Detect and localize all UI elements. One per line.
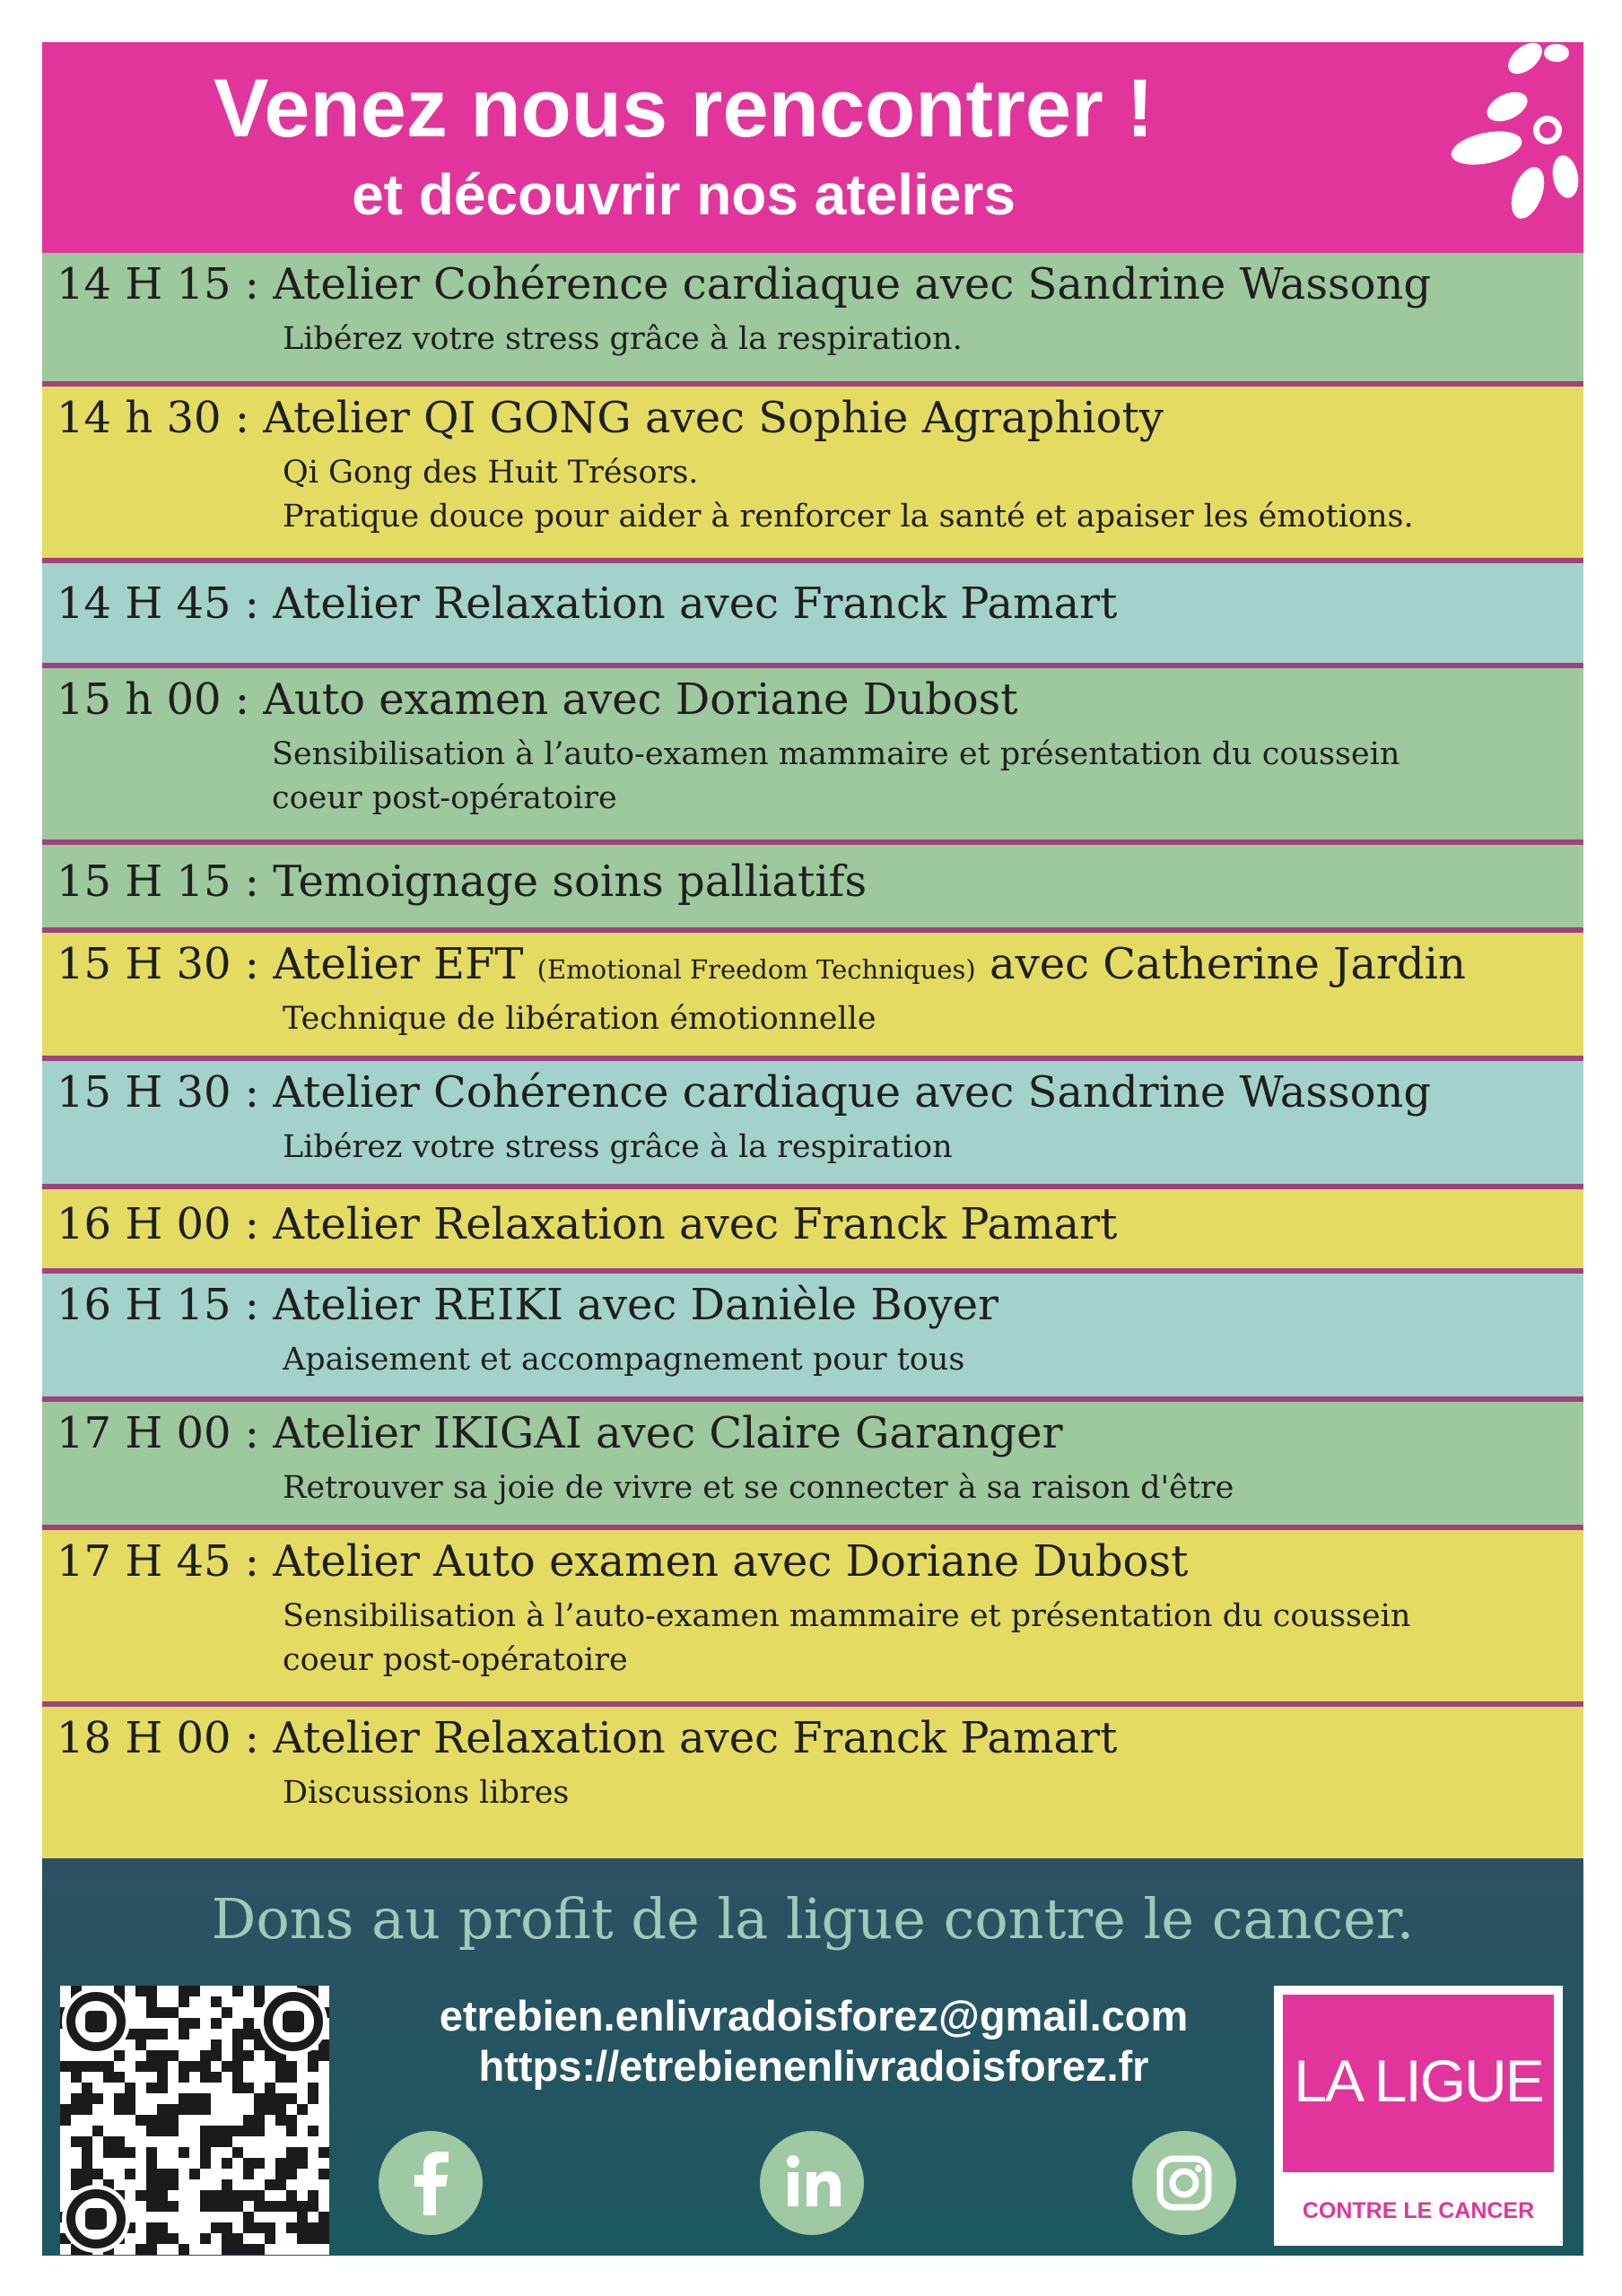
linkedin-button[interactable] — [760, 2131, 864, 2235]
workshop-title — [57, 936, 1466, 997]
contact-email[interactable]: etrebien.enlivradoisforez@gmail.com — [439, 1992, 1189, 2039]
workshop-description: Retrouver sa joie de vivre et se connecter à sa raison d'être — [283, 1470, 1234, 1506]
schedule-row — [42, 1525, 1583, 1701]
page-title: Venez nous rencontrer ! — [213, 63, 1155, 154]
schedule-row — [42, 253, 1583, 381]
donation-tagline: Dons au profit de la ligue contre le cancer. — [211, 1886, 1415, 1952]
schedule-row — [42, 1396, 1583, 1525]
qr-code-icon[interactable] — [60, 1986, 329, 2255]
schedule-row — [42, 1701, 1583, 1858]
workshop-description: Sensibilisation à l’auto-examen mammaire et présentation du coussein — [283, 1598, 1411, 1634]
workshop-description: Libérez votre stress grâce à la respiration. — [283, 321, 963, 357]
workshop-description: Technique de libération émotionnelle — [283, 1001, 876, 1037]
workshop-description: Sensibilisation à l’auto-examen mammaire et présentation du coussein — [272, 736, 1400, 772]
schedule-row — [42, 381, 1583, 558]
flower-icon — [1422, 42, 1583, 253]
page-subtitle: et découvrir nos ateliers — [352, 162, 1016, 227]
facebook-icon — [379, 2131, 483, 2235]
workshop-title: 15 H 15 : Temoignage soins palliatifs — [57, 857, 868, 907]
footer — [42, 1858, 1583, 2256]
linkedin-icon — [760, 2131, 864, 2235]
schedule-row — [42, 1184, 1583, 1268]
flyer — [42, 42, 1583, 2256]
workshop-description: Apaisement et accompagnement pour tous — [283, 1342, 965, 1378]
workshop-title: 14 H 45 : Atelier Relaxation avec Franck Pamart — [57, 578, 1118, 629]
website-link[interactable]: https://etrebienenlivradoisforez.fr — [478, 2042, 1149, 2090]
workshop-title: 14 h 30 : Atelier QI GONG avec Sophie Agraphioty — [57, 393, 1164, 443]
la-ligue-logo — [1274, 1986, 1563, 2246]
workshop-description: Pratique douce pour aider à renforcer la santé et apaiser les émotions. — [283, 499, 1414, 535]
workshop-description: Discussions libres — [283, 1775, 570, 1811]
logo-subtext: CONTRE LE CANCER — [1302, 2198, 1535, 2223]
workshop-description: Libérez votre stress grâce à la respiration — [283, 1129, 953, 1165]
schedule-row — [42, 663, 1583, 839]
workshop-title: 18 H 00 : Atelier Relaxation avec Franck Pamart — [57, 1713, 1118, 1763]
workshop-description: coeur post-opératoire — [272, 780, 617, 816]
schedule-row — [42, 927, 1583, 1056]
schedule-row — [42, 839, 1583, 927]
workshop-title: 17 H 00 : Atelier IKIGAI avec Claire Garanger — [57, 1408, 1063, 1458]
workshop-title: 16 H 15 : Atelier REIKI avec Danièle Boyer — [57, 1280, 998, 1330]
instagram-icon — [1132, 2131, 1236, 2235]
workshop-description: Qi Gong des Huit Trésors. — [283, 455, 699, 491]
schedule-row — [42, 1056, 1583, 1184]
workshop-schedule — [42, 253, 1583, 1858]
workshop-title: 14 H 15 : Atelier Cohérence cardiaque avec Sandrine Wassong — [57, 259, 1432, 309]
workshop-title-part: avec Catherine Jardin — [975, 939, 1466, 989]
schedule-row — [42, 1268, 1583, 1396]
workshop-title: 15 h 00 : Auto examen avec Doriane Dubost — [57, 674, 1018, 725]
workshop-title: 16 H 00 : Atelier Relaxation avec Franck Pamart — [57, 1199, 1118, 1249]
workshop-title: 15 H 30 : Atelier Cohérence cardiaque avec Sandrine Wassong — [57, 1067, 1432, 1118]
logo-text: LA LIGUE — [1294, 2048, 1543, 2114]
facebook-button[interactable] — [379, 2131, 483, 2235]
workshop-description: coeur post-opératoire — [283, 1642, 628, 1678]
schedule-row — [42, 558, 1583, 663]
workshop-title: 17 H 45 : Atelier Auto examen avec Doriane Dubost — [57, 1536, 1189, 1587]
header-banner — [42, 42, 1583, 253]
workshop-title-note: (Emotional Freedom Techniques) — [536, 954, 976, 985]
workshop-title-part: 15 H 30 : Atelier EFT — [57, 939, 537, 989]
instagram-button[interactable] — [1132, 2131, 1236, 2235]
